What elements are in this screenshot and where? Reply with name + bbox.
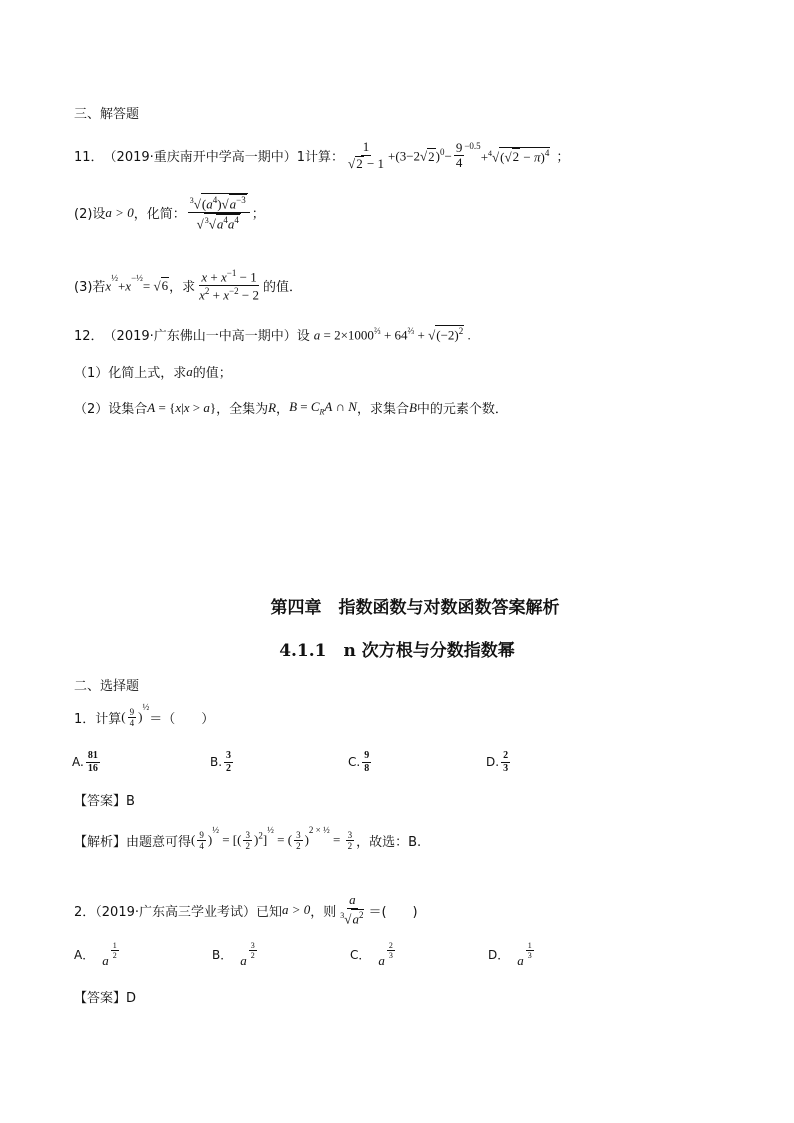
- fraction-9-over-4: $\frac{9}{4}$: [455, 139, 463, 171]
- option-fraction: [224, 750, 233, 774]
- answer-label: 【答案】: [74, 991, 127, 1006]
- part-mid: ，全集为: [216, 402, 269, 417]
- question-1-stem: [74, 701, 215, 729]
- option-base: a: [378, 952, 385, 968]
- option-3: [486, 750, 512, 774]
- section-heading-choice: 二、选择题: [74, 679, 140, 694]
- option-letter: D．: [488, 948, 510, 963]
- option-exponent: [111, 941, 119, 960]
- question-suffix: ＝（ ）: [149, 712, 215, 728]
- question-2-stem: [74, 893, 418, 927]
- option-letter: B．: [212, 948, 233, 963]
- part-text: （1）化简上式，求: [74, 366, 187, 381]
- option-exp-denominator: 3: [527, 951, 532, 961]
- option-fraction: [501, 750, 510, 774]
- question-mid: ，则: [310, 904, 337, 920]
- option-denominator: 3: [503, 762, 509, 774]
- question-2-answer: [74, 987, 136, 1006]
- condition-expr: a > 0: [282, 902, 311, 918]
- option-denominator: 8: [364, 762, 370, 774]
- option-exp-denominator: 3: [388, 951, 393, 961]
- option-exponent: [387, 941, 395, 960]
- option-exponent: [526, 941, 534, 960]
- fraction-one-over-root2-minus1: $\frac{1}{√2 - 1}$: [348, 139, 385, 171]
- option-base: a: [102, 952, 109, 968]
- option-numerator: 2: [503, 750, 509, 761]
- option-exp-numerator: 2: [388, 941, 393, 950]
- comma: ，: [276, 402, 290, 417]
- question-suffix: ＝( ): [368, 904, 418, 920]
- analysis-expr: ( $\frac{9}{4}$ )$^{\frac{1}{2}}$ = [( $\frac{3}{2}$ )$^2$]$^{\frac{1}{2}}$ = ( $\frac{3}{2}$ )$^{2 \times \frac{1}{2}}$ = $\frac{3}{2}$: [191, 824, 353, 852]
- var-a: a: [186, 363, 193, 379]
- analysis-end: ，故选：B.: [356, 835, 422, 851]
- option-fraction: [362, 750, 371, 774]
- option-base: a: [240, 952, 247, 968]
- part-end: 的值；: [192, 366, 232, 381]
- expr-a-definition: $a = 2\times 1000^{\frac{2}{3}} + 64^{\frac{2}{3}} + √(-2)^2$ .: [313, 326, 471, 343]
- part-mid: ，求集合: [356, 402, 409, 417]
- var-B: B: [408, 399, 417, 415]
- option-1: [212, 941, 259, 968]
- analysis-label: 【解析】: [74, 835, 127, 851]
- option-0: [72, 750, 102, 774]
- expr-term4: $+^4√(√2 - \pi)^4$: [480, 147, 550, 165]
- expr-term2: $+(3-2√2)^0-$: [388, 147, 452, 164]
- option-0: [74, 941, 121, 968]
- option-exp-numerator: 1: [112, 941, 117, 950]
- part-mid: ，化简：: [133, 207, 186, 223]
- fraction-radical-simplify: $\frac{^3√(a^4)√a^{-3}}{√^3√a^4a^4}$: [188, 193, 250, 233]
- part-label: (2)设: [74, 207, 106, 223]
- condition-expr: $x^{\frac{1}{2}}+x^{-\frac{1}{2}}= √6$: [105, 273, 169, 294]
- answer-value: B: [126, 794, 135, 809]
- option-3: [488, 941, 536, 968]
- part-end: ；: [556, 150, 570, 166]
- question-source: （2019·广东佛山一中高一期中）设: [103, 329, 310, 344]
- fraction-a-over-cuberoot-a2: $\frac{a}{^3√a^2}$: [340, 892, 364, 927]
- option-fraction: [86, 750, 100, 774]
- option-letter: C.: [348, 755, 361, 769]
- option-exp-denominator: 2: [112, 951, 117, 961]
- option-1: [210, 750, 235, 774]
- option-denominator: 2: [226, 762, 232, 774]
- question-11-part1: 11． （2019·重庆南开中学高一期中） 1计算： $\frac{1}{√2 - 1}$ $+(3-2√2)^0-$ $\frac{9}{4}$ −0.5 $+^4√(√2 - \pi)^4$ ；: [74, 139, 570, 171]
- question-prefix: 1．计算: [74, 712, 122, 728]
- analysis-text: 由题意可得: [126, 835, 192, 851]
- chapter-title: 第四章 指数函数与对数函数答案解析: [270, 598, 560, 618]
- question-11-part2: [74, 193, 265, 233]
- option-denominator: 16: [87, 762, 98, 774]
- condition-expr: a > 0: [105, 204, 134, 220]
- set-B-definition: $B = C_RA$ ∩ N: [289, 398, 357, 417]
- question-1-analysis: [74, 824, 422, 852]
- option-letter: A.: [72, 755, 84, 769]
- question-11-part3: [74, 268, 302, 304]
- question-prefix: 2．（2019·广东高三学业考试）已知: [74, 904, 282, 920]
- option-letter: A．: [74, 948, 95, 963]
- option-exponent: [249, 941, 257, 960]
- part-mid: ，求: [169, 280, 196, 296]
- question-12-stem: [74, 325, 471, 344]
- question-number: 12．: [74, 329, 104, 344]
- part-end: ；: [251, 207, 265, 223]
- part-end: 中的元素个数．: [416, 402, 508, 417]
- option-exp-numerator: 3: [250, 941, 255, 950]
- section-heading-answers: 三、解答题: [74, 107, 140, 122]
- option-numerator: 9: [364, 750, 370, 761]
- option-numerator: 81: [87, 750, 98, 761]
- set-A-definition: A = {x|x > a}: [147, 399, 217, 415]
- expr-nine-fourths-half: ( $\frac{9}{4}$ )$^{\frac{1}{2}}$: [121, 701, 150, 729]
- question-source: （2019·重庆南开中学高一期中）: [103, 150, 297, 166]
- option-numerator: 3: [226, 750, 232, 761]
- option-exp-denominator: 2: [250, 951, 255, 961]
- question-1-answer: [74, 790, 135, 809]
- var-R: R: [268, 399, 277, 415]
- option-base: a: [517, 952, 524, 968]
- part-label: （2）设集合: [74, 402, 148, 417]
- option-letter: D.: [486, 755, 500, 769]
- part-label: (3)若: [74, 280, 106, 296]
- question-number: 11．: [74, 150, 104, 166]
- option-2: [348, 750, 373, 774]
- option-letter: C．: [350, 948, 371, 963]
- option-exp-numerator: 1: [527, 941, 532, 950]
- option-2: [350, 941, 397, 968]
- fraction-target-expr: $\frac{x + x^{-1} - 1}{x^2 + x^{-2} - 2}$: [199, 268, 259, 303]
- answer-label: 【答案】: [74, 794, 127, 809]
- option-letter: B.: [210, 755, 223, 769]
- question-12-part2: [74, 398, 508, 417]
- answer-value: D: [126, 991, 137, 1006]
- part-end: 的值．: [262, 280, 302, 296]
- part-label: 1计算：: [296, 150, 345, 166]
- question-12-part1: [74, 362, 232, 381]
- section-title: 4.1.1 n 次方根与分数指数幂: [279, 641, 515, 661]
